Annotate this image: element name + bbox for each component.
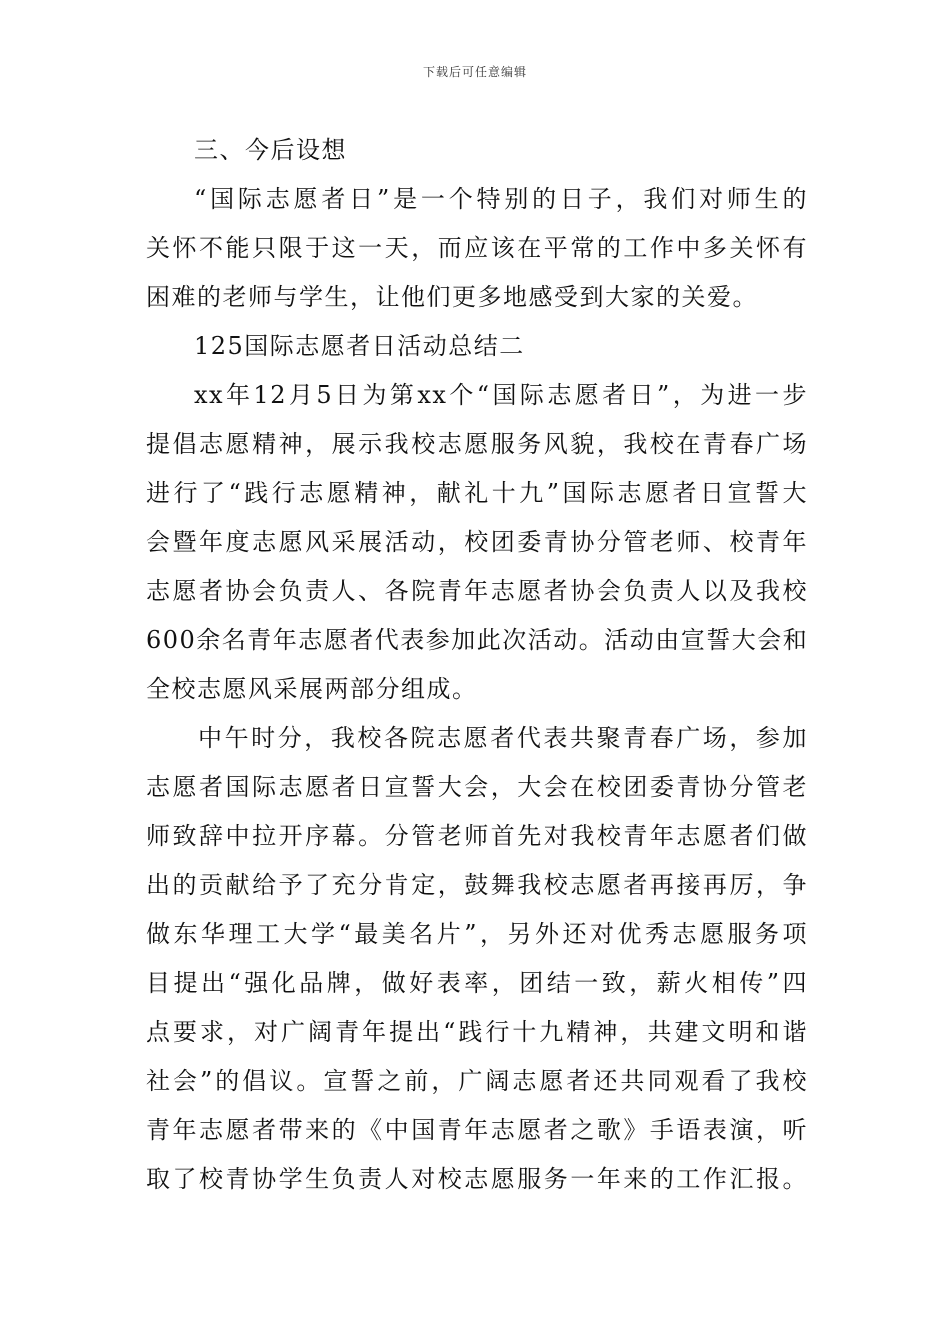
paragraph-line: 点要求，对广阔青年提出“践行十九精神，共建文明和谐 bbox=[146, 1018, 808, 1046]
paragraph-line: 600余名青年志愿者代表参加此次活动。活动由宣誓大会和 bbox=[146, 626, 809, 654]
paragraph-line: 青年志愿者带来的《中国青年志愿者之歌》手语表演，听 bbox=[146, 1116, 808, 1144]
paragraph-line: 社会”的倡议。宣誓之前，广阔志愿者还共同观看了我校 bbox=[146, 1067, 808, 1095]
paragraph-line: 进行了“践行志愿精神，献礼十九”国际志愿者日宣誓大 bbox=[146, 479, 808, 507]
paragraph-line: 目提出“强化品牌，做好表率，团结一致，薪火相传”四 bbox=[146, 969, 808, 997]
paragraph-line: 全校志愿风采展两部分组成。 bbox=[146, 675, 478, 703]
paragraph-line: 出的贡献给予了充分肯定，鼓舞我校志愿者再接再厉，争 bbox=[146, 871, 808, 899]
page-header-note: 下载后可任意编辑 bbox=[422, 65, 527, 79]
document-body bbox=[146, 126, 808, 1204]
section-heading: 三、今后设想 bbox=[194, 136, 347, 164]
paragraph-line: “国际志愿者日”是一个特别的日子，我们对师生的 bbox=[194, 185, 808, 213]
paragraph-line: 困难的老师与学生，让他们更多地感受到大家的关爱。 bbox=[146, 283, 758, 311]
paragraph-line: 中午时分，我校各院志愿者代表共聚青春广场，参加 bbox=[198, 724, 808, 752]
paragraph-line: 取了校青协学生负责人对校志愿服务一年来的工作汇报。 bbox=[146, 1165, 808, 1193]
paragraph-line: 做东华理工大学“最美名片”，另外还对优秀志愿服务项 bbox=[146, 920, 808, 948]
subtitle: 125国际志愿者日活动总结二 bbox=[194, 332, 525, 360]
paragraph-line: 志愿者协会负责人、各院青年志愿者协会负责人以及我校 bbox=[146, 577, 808, 605]
paragraph-line: 会暨年度志愿风采展活动，校团委青协分管老师、校青年 bbox=[146, 528, 808, 556]
paragraph-line: 志愿者国际志愿者日宣誓大会，大会在校团委青协分管老 bbox=[146, 773, 808, 801]
paragraph-line: xx年12月5日为第xx个“国际志愿者日”，为进一步 bbox=[194, 381, 808, 409]
paragraph-line: 师致辞中拉开序幕。分管老师首先对我校青年志愿者们做 bbox=[146, 822, 808, 850]
paragraph-line: 关怀不能只限于这一天，而应该在平常的工作中多关怀有 bbox=[146, 234, 808, 262]
paragraph-line: 提倡志愿精神，展示我校志愿服务风貌，我校在青春广场 bbox=[146, 430, 808, 458]
